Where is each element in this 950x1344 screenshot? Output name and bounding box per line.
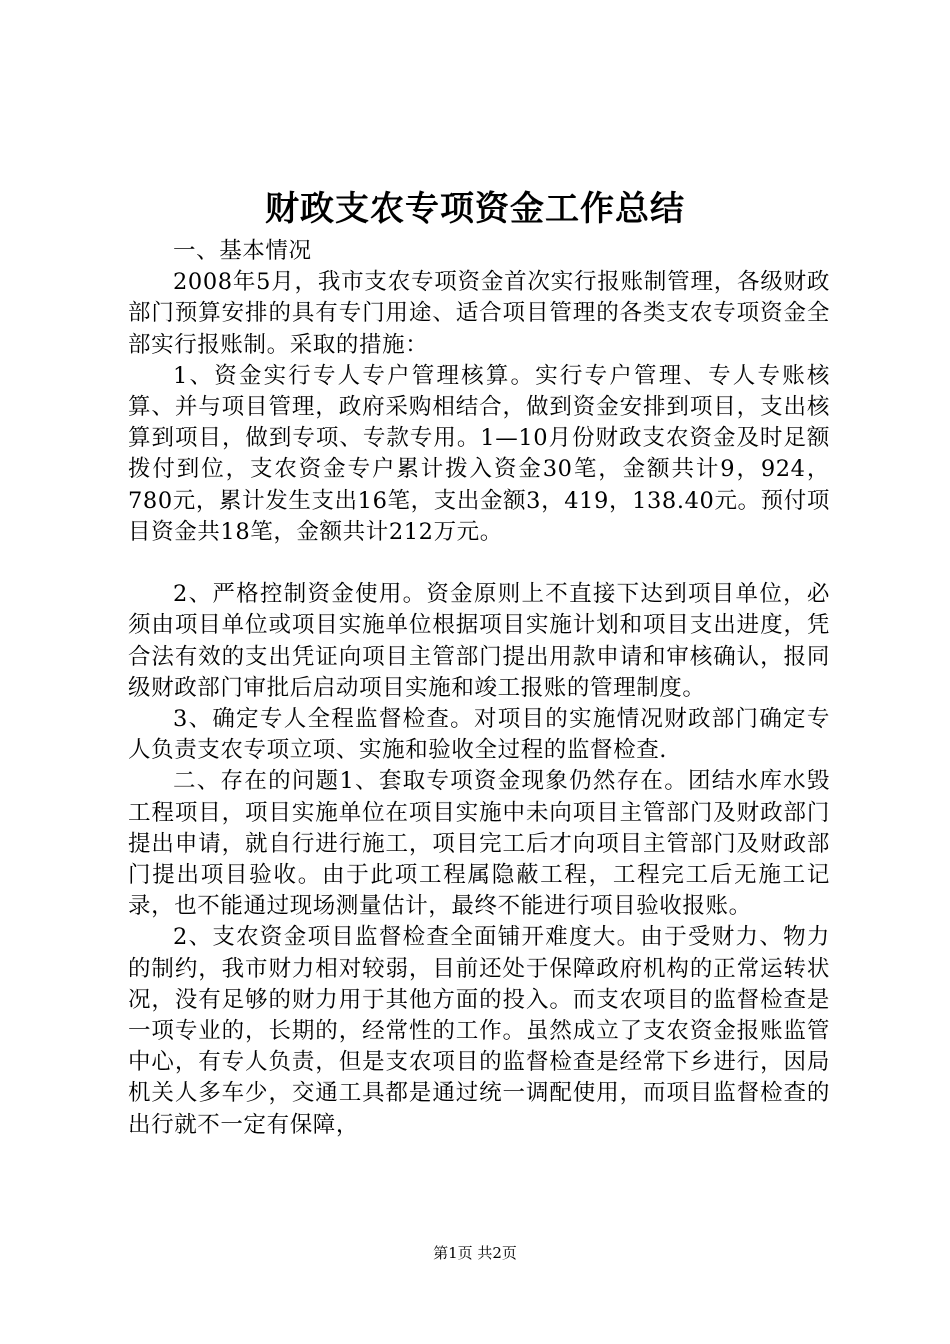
page-number-footer: 第1页 共2页 xyxy=(433,1244,517,1262)
paragraph-problem-2: 2、支农资金项目监督检查全面铺开难度大。由于受财力、物力的制约，我市财力相对较弱，目前还处于保障政府机构的正常运转状况，没有足够的财力用于其他方面的投入。而支农项目的监督检查是一项专业的，长期的，经常性的工作。虽然成立了支农资金报账监管中心，有专人负责，但是支农项目的监督检查是经常下乡进行，因局机关人多车少，交通工具都是通过统一调配使用，而项目监督检查的出行就不一定有保障， xyxy=(128,924,830,1138)
paragraph-measure-1: 1、资金实行专人专户管理核算。实行专户管理、专人专账核算、并与项目管理，政府采购相结合，做到资金安排到项目，支出核算到项目，做到专项、专款专用。1—10月份财政支农资金及时足额拨付到位，支农资金专户累计拨入资金30笔，金额共计9，924，780元，累计发生支出16笔，支出金额3，419，138.40元。预付项目资金共18笔，金额共计212万元。 xyxy=(128,362,830,545)
paragraph-measure-2: 2、严格控制资金使用。资金原则上不直接下达到项目单位，必须由项目单位或项目实施单位根据项目实施计划和项目支出进度，凭合法有效的支出凭证向项目主管部门提出用款申请和审核确认，报同级财政部门审批后启动项目实施和竣工报账的管理制度。 xyxy=(128,581,830,701)
page-title: 财政支农专项资金工作总结 xyxy=(265,189,685,229)
paragraph-overview: 2008年5月，我市支农专项资金首次实行报账制管理，各级财政部门预算安排的具有专门用途、适合项目管理的各类支农专项资金全部实行报账制。采取的措施： xyxy=(128,269,830,358)
document-body xyxy=(128,236,830,1141)
paragraph-problem-1: 二、存在的问题1、套取专项资金现象仍然存在。团结水库水毁工程项目，项目实施单位在项目实施中未向项目主管部门及财政部门提出申请，就自行进行施工，项目完工后才向项目主管部门及财政部门提出项目验收。由于此项工程属隐蔽工程，工程完工后无施工记录，也不能通过现场测量估计，最终不能进行项目验收报账。 xyxy=(128,768,830,920)
paragraph-measure-3: 3、确定专人全程监督检查。对项目的实施情况财政部门确定专人负责支农专项立项、实施和验收全过程的监督检查. xyxy=(128,706,830,764)
section-heading-basic-situation: 一、基本情况 xyxy=(173,238,312,264)
